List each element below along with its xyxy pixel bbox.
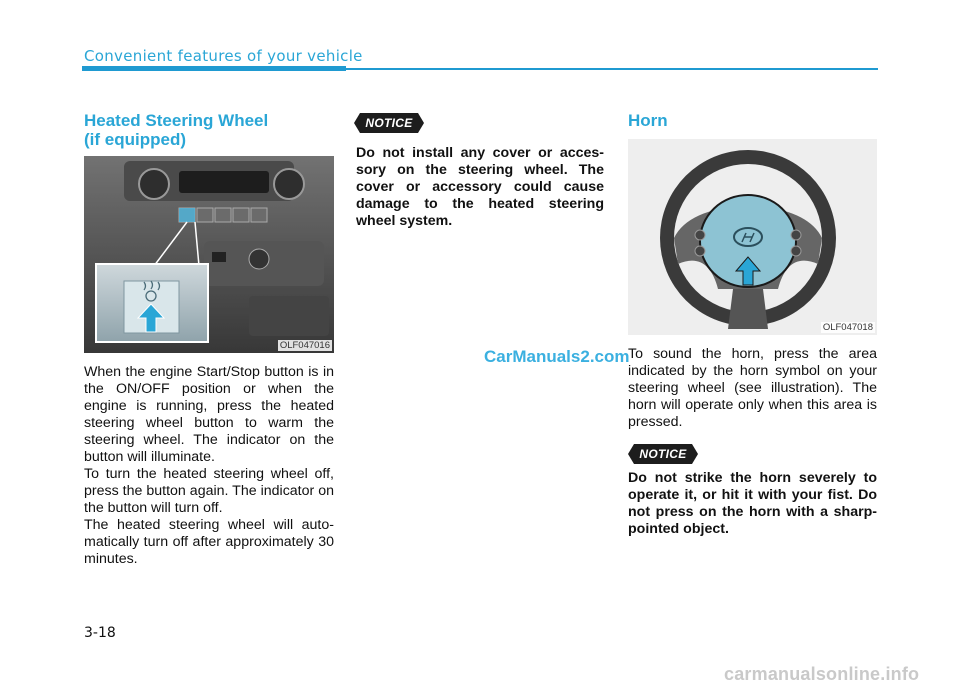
watermark-carmanuals2: CarManuals2.com [484, 347, 630, 366]
watermark-carmanualsonline: carmanualsonline.info [724, 664, 920, 684]
notice-badge: NOTICE [360, 113, 418, 133]
figure-code: OLF047016 [279, 340, 330, 351]
horn-heading: Horn [628, 111, 668, 130]
body-paragraph-2: To turn the heated steering wheel off, press the button again. The indicator on the button will turn off. [84, 466, 334, 516]
figure-code-horn: OLF047018 [822, 322, 873, 333]
page-number: 3-18 [84, 625, 116, 641]
heading-line2: (if equipped) [84, 130, 186, 149]
notice-badge-horn: NOTICE [634, 444, 692, 464]
heated-steering-wheel-heading [84, 111, 268, 149]
steering-wheel-illustration [628, 139, 877, 335]
heading-line1: Heated Steering Wheel [84, 111, 269, 130]
horn-notice-text: Do not strike the horn severely to operate it, or hit it with your fist. Do not press on the horn with a sharp-pointed object. [628, 470, 877, 537]
horn-steering-wheel-figure [628, 139, 877, 335]
dashboard-illustration [84, 156, 334, 353]
section-header-title: Convenient features of your vehicle [84, 47, 363, 65]
header-rule-thin [346, 68, 878, 70]
notice-text: Do not install any cover or acces-sory on the steering wheel. The cover or accessory could cause damage to the heated steering wheel system. [356, 145, 604, 229]
header-rule-thick [82, 66, 346, 71]
body-paragraph-1: When the engine Start/Stop button is in the ON/OFF position or when the engine is running, press the heated steering wheel button to warm the steering wheel. The indicator on the button will illuminate. [84, 364, 334, 465]
heated-steering-button-figure [84, 156, 334, 353]
horn-paragraph: To sound the horn, press the area indicated by the horn symbol on your steering wheel (see illustration). The horn will operate only when this area is pressed. [628, 346, 877, 430]
body-paragraph-3: The heated steering wheel will auto-matically turn off after approximately 30 minutes. [84, 517, 334, 567]
